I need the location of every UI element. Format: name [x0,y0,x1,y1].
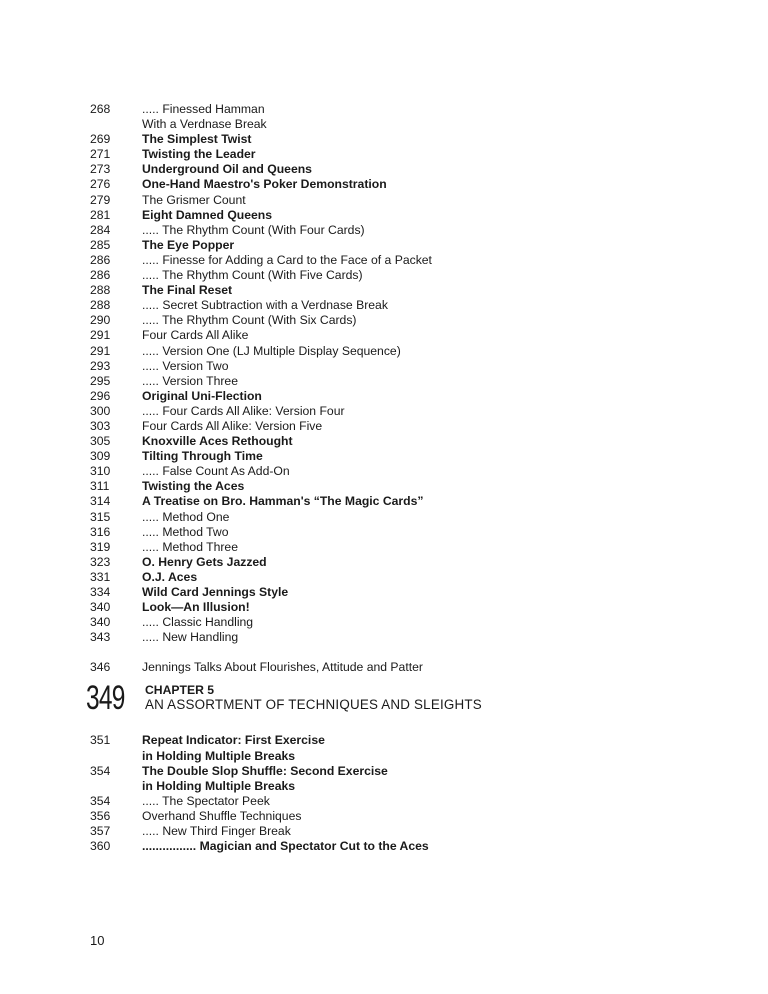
toc-entry-page: 285 [90,237,111,252]
toc-entry-page: 354 [90,763,111,778]
toc-entry [0,570,768,585]
toc-entry-title: With a Verdnase Break [142,117,267,132]
toc-entry [0,615,768,630]
toc-entry [0,208,768,223]
toc-entry-page: 334 [90,585,111,599]
toc-entry-page: 276 [90,177,111,192]
toc-entry [0,102,768,117]
toc-entry [0,585,768,600]
toc-entry-title: ..... The Rhythm Count (With Five Cards) [142,268,363,283]
toc-entry-title: Jennings Talks About Flourishes, Attitude and Patter [142,660,423,675]
toc-entry-page: 323 [90,554,111,569]
spacer [0,645,768,660]
toc-entry-title: ..... Method One [142,509,230,524]
toc-entry [0,328,768,343]
toc-entry-title: A Treatise on Bro. Hamman's “The Magic Cards” [142,494,424,509]
toc-entry-page: 271 [90,147,111,162]
toc-entry-title: Twisting the Aces [142,479,245,494]
toc-entry-title: The Final Reset [142,283,233,298]
toc-entry [0,238,768,253]
toc-entry-title: ..... Classic Handling [142,615,254,630]
toc-entry-title: Overhand Shuffle Techniques [142,808,302,823]
toc-entry-title: ..... Version Two [142,358,229,373]
toc-entry-page: 293 [90,358,111,373]
toc-entry-title: Twisting the Leader [142,147,256,162]
toc-entry-title: ..... False Count As Add-On [142,464,290,479]
toc-entry-title: Repeat Indicator: First Exercise [142,733,325,748]
toc-entry-page: 316 [90,524,111,539]
toc-entry-title: ..... Version One (LJ Multiple Display Sequence) [142,343,401,358]
chapter-title: AN ASSORTMENT OF TECHNIQUES AND SLEIGHTS [145,697,482,713]
toc-entry-page: 291 [90,328,111,343]
toc-entry-title: ..... Four Cards All Alike: Version Four [142,403,345,418]
toc-entry-title: The Double Slop Shuffle: Second Exercise [142,763,388,778]
toc-entry-page: 357 [90,824,111,839]
toc-entry-title: ..... Finessed Hamman [142,102,265,116]
toc-entry-title: One-Hand Maestro's Poker Demonstration [142,177,387,192]
toc-entry [0,660,768,675]
toc-entry [0,434,768,449]
toc-entry-title: Knoxville Aces Rethought [142,434,293,449]
toc-entry [0,794,768,809]
toc-entry-title: The Grismer Count [142,192,246,207]
toc-entry [0,764,768,779]
toc-entry-title: ..... New Third Finger Break [142,824,291,839]
toc-entry-page: 279 [90,192,111,207]
toc-entry [0,132,768,147]
toc-entry-title: Four Cards All Alike: Version Five [142,418,323,433]
toc-entry [0,253,768,268]
toc-entry-page: 351 [90,733,111,748]
toc-group-c [0,733,768,854]
toc-entry-title: ..... Method Two [142,524,229,539]
toc-entry [0,193,768,208]
toc-entry-title: ..... The Rhythm Count (With Four Cards) [142,222,365,237]
toc-entry-title: Underground Oil and Queens [142,162,312,177]
toc-group-b [0,660,768,675]
toc-entry [0,298,768,313]
toc-entry-page: 269 [90,132,111,147]
toc-entry-title: Look—An Illusion! [142,600,250,615]
toc-entry [0,162,768,177]
toc-entry [0,117,768,132]
toc-entry-page: 286 [90,252,111,267]
toc-entry-page: 340 [90,615,111,630]
toc-entry-page: 295 [90,373,111,388]
toc-entry [0,839,768,854]
toc-entry [0,313,768,328]
toc-entry [0,147,768,162]
toc-group-a [0,102,768,645]
toc-entry [0,540,768,555]
toc-entry-page: 296 [90,388,111,403]
toc-entry-page: 319 [90,539,111,554]
toc-entry-page: 340 [90,600,111,615]
toc-entry-title: ..... New Handling [142,630,239,645]
toc-entry [0,479,768,494]
toc-entry-page: 360 [90,839,111,854]
toc-entry-title: ..... Secret Subtraction with a Verdnase Break [142,298,388,313]
toc-entry-page: 356 [90,808,111,823]
toc-entry-title: ..... Method Three [142,539,238,554]
toc-entry [0,555,768,570]
toc-entry [0,283,768,298]
toc-entry-title: O.J. Aces [142,569,198,584]
toc-entry-page: 281 [90,207,111,222]
toc-entry [0,419,768,434]
toc-entry [0,359,768,374]
toc-entry-title: Original Uni-Flection [142,388,262,403]
toc-entry-page: 303 [90,418,111,433]
toc-entry-page: 291 [90,343,111,358]
toc-entry-title: in Holding Multiple Breaks [142,778,296,793]
toc-entry [0,177,768,192]
toc-entry-title: ..... Version Three [142,373,238,388]
chapter-label: CHAPTER 5 [145,683,215,698]
toc-entry-page: 310 [90,464,111,479]
toc-entry-page: 343 [90,630,111,645]
toc-entry-title: The Simplest Twist [142,132,252,147]
toc-entry [0,389,768,404]
toc-entry-page: 286 [90,268,111,283]
toc-entry [0,824,768,839]
toc-entry-title: O. Henry Gets Jazzed [142,554,267,569]
toc-entry-page: 300 [90,403,111,418]
toc-entry-title: Wild Card Jennings Style [142,585,289,599]
toc-entry-title: ..... Finesse for Adding a Card to the Face of a Packet [142,252,432,267]
toc-entry [0,494,768,509]
toc-entry [0,374,768,389]
toc-entry [0,600,768,615]
toc-entry-page: 346 [90,660,111,675]
toc-entry [0,464,768,479]
toc-entry [0,223,768,238]
toc-entry-page: 268 [90,102,111,116]
toc-entry [0,749,768,764]
toc-entry-page: 314 [90,494,111,509]
toc-entry-page: 273 [90,162,111,177]
toc-entry [0,733,768,748]
toc-entry-title: Eight Damned Queens [142,207,273,222]
toc-entry-page: 309 [90,449,111,464]
toc-entry-title: The Eye Popper [142,237,235,252]
toc-entry-title: in Holding Multiple Breaks [142,748,296,763]
toc-entry-page: 354 [90,793,111,808]
chapter-heading [0,681,768,727]
toc-entry [0,779,768,794]
table-of-contents [0,102,768,854]
toc-entry-title: Four Cards All Alike [142,328,249,343]
toc-entry [0,525,768,540]
toc-entry-page: 290 [90,313,111,328]
toc-entry-title: ..... The Rhythm Count (With Six Cards) [142,313,357,328]
toc-entry [0,809,768,824]
toc-entry-page: 305 [90,434,111,449]
toc-entry-title: ................ Magician and Spectator Cut to the Aces [142,839,429,854]
chapter-page-number: 349 [86,679,125,718]
toc-entry [0,404,768,419]
toc-entry-page: 331 [90,569,111,584]
toc-entry [0,449,768,464]
page-number: 10 [90,933,105,948]
toc-entry-page: 311 [90,479,110,494]
toc-entry-page: 284 [90,222,111,237]
toc-entry [0,630,768,645]
toc-entry-page: 288 [90,283,111,298]
toc-entry-title: ..... The Spectator Peek [142,793,270,808]
toc-entry [0,268,768,283]
toc-entry-page: 288 [90,298,111,313]
toc-entry [0,344,768,359]
toc-entry [0,510,768,525]
toc-entry-title: Tilting Through Time [142,449,263,464]
toc-entry-page: 315 [90,509,111,524]
